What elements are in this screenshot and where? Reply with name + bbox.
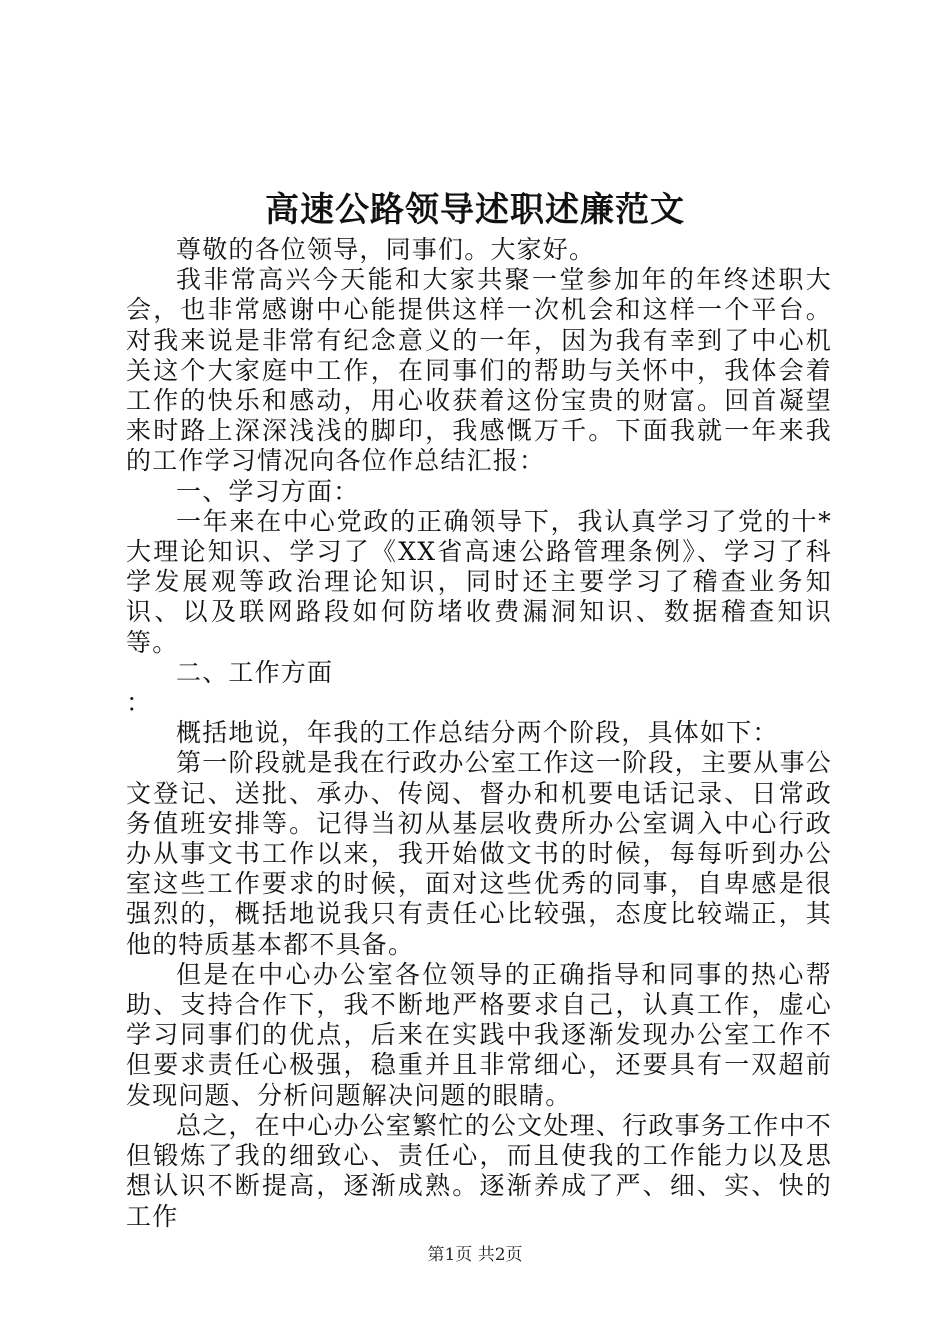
paragraph-guidance: 但是在中心办公室各位领导的正确指导和同事的热心帮助、支持合作下，我不断地严格要求自己，认真工作，虚心学习同事们的优点，后来在实践中我逐渐发现办公室工作不但要求责任心极强，稳重并且非常细心，还要具有一双超前发现问题、分析问题解决问题的眼睛。 bbox=[126, 959, 832, 1110]
section-heading-study: 一、学习方面： bbox=[176, 476, 360, 506]
paragraph-greeting: 尊敬的各位领导，同事们。大家好。 bbox=[176, 235, 596, 264]
paragraph-study: 一年来在中心党政的正确领导下，我认真学习了党的十*大理论知识、学习了《XX省高速公路管理条例》、学习了科学发展观等政治理论知识，同时还主要学习了稽查业务知识、以及联网路段如何防堵收费漏洞知识、数据稽查知识等。 bbox=[126, 506, 832, 657]
document-body bbox=[126, 235, 832, 1232]
paragraph-conclusion: 总之，在中心办公室繁忙的公文处理、行政事务工作中不但锻炼了我的细致心、责任心，而且使我的工作能力以及思想认识不断提高，逐渐成熟。逐渐养成了严、细、实、快的工作 bbox=[126, 1110, 832, 1231]
page-footer: 第1页 共2页 bbox=[427, 1245, 523, 1265]
paragraph-stage-one: 第一阶段就是我在行政办公室工作这一阶段，主要从事公文登记、送批、承办、传阅、督办和机要电话记录、日常政务值班安排等。记得当初从基层收费所办公室调入中心行政办从事文书工作以来，我开始做文书的时候，每每听到办公室这些工作要求的时候，面对这些优秀的同事，自卑感是很强烈的，概括地说我只有责任心比较强，态度比较端正，其他的特质基本都不具备。 bbox=[126, 748, 832, 959]
paragraph-summary: 概括地说，年我的工作总结分两个阶段，具体如下： bbox=[176, 718, 779, 748]
document-title: 高速公路领导述职述廉范文 bbox=[265, 190, 685, 230]
section-heading-colon: ： bbox=[126, 688, 153, 718]
section-heading-work: 二、工作方面 bbox=[176, 657, 334, 687]
paragraph-intro: 我非常高兴今天能和大家共聚一堂参加年的年终述职大会，也非常感谢中心能提供这样一次机会和这样一个平台。对我来说是非常有纪念意义的一年，因为我有幸到了中心机关这个大家庭中工作，在同事们的帮助与关怀中，我体会着工作的快乐和感动，用心收获着这份宝贵的财富。回首凝望来时路上深深浅浅的脚印，我感慨万千。下面我就一年来我的工作学习情况向各位作总结汇报： bbox=[126, 265, 832, 476]
